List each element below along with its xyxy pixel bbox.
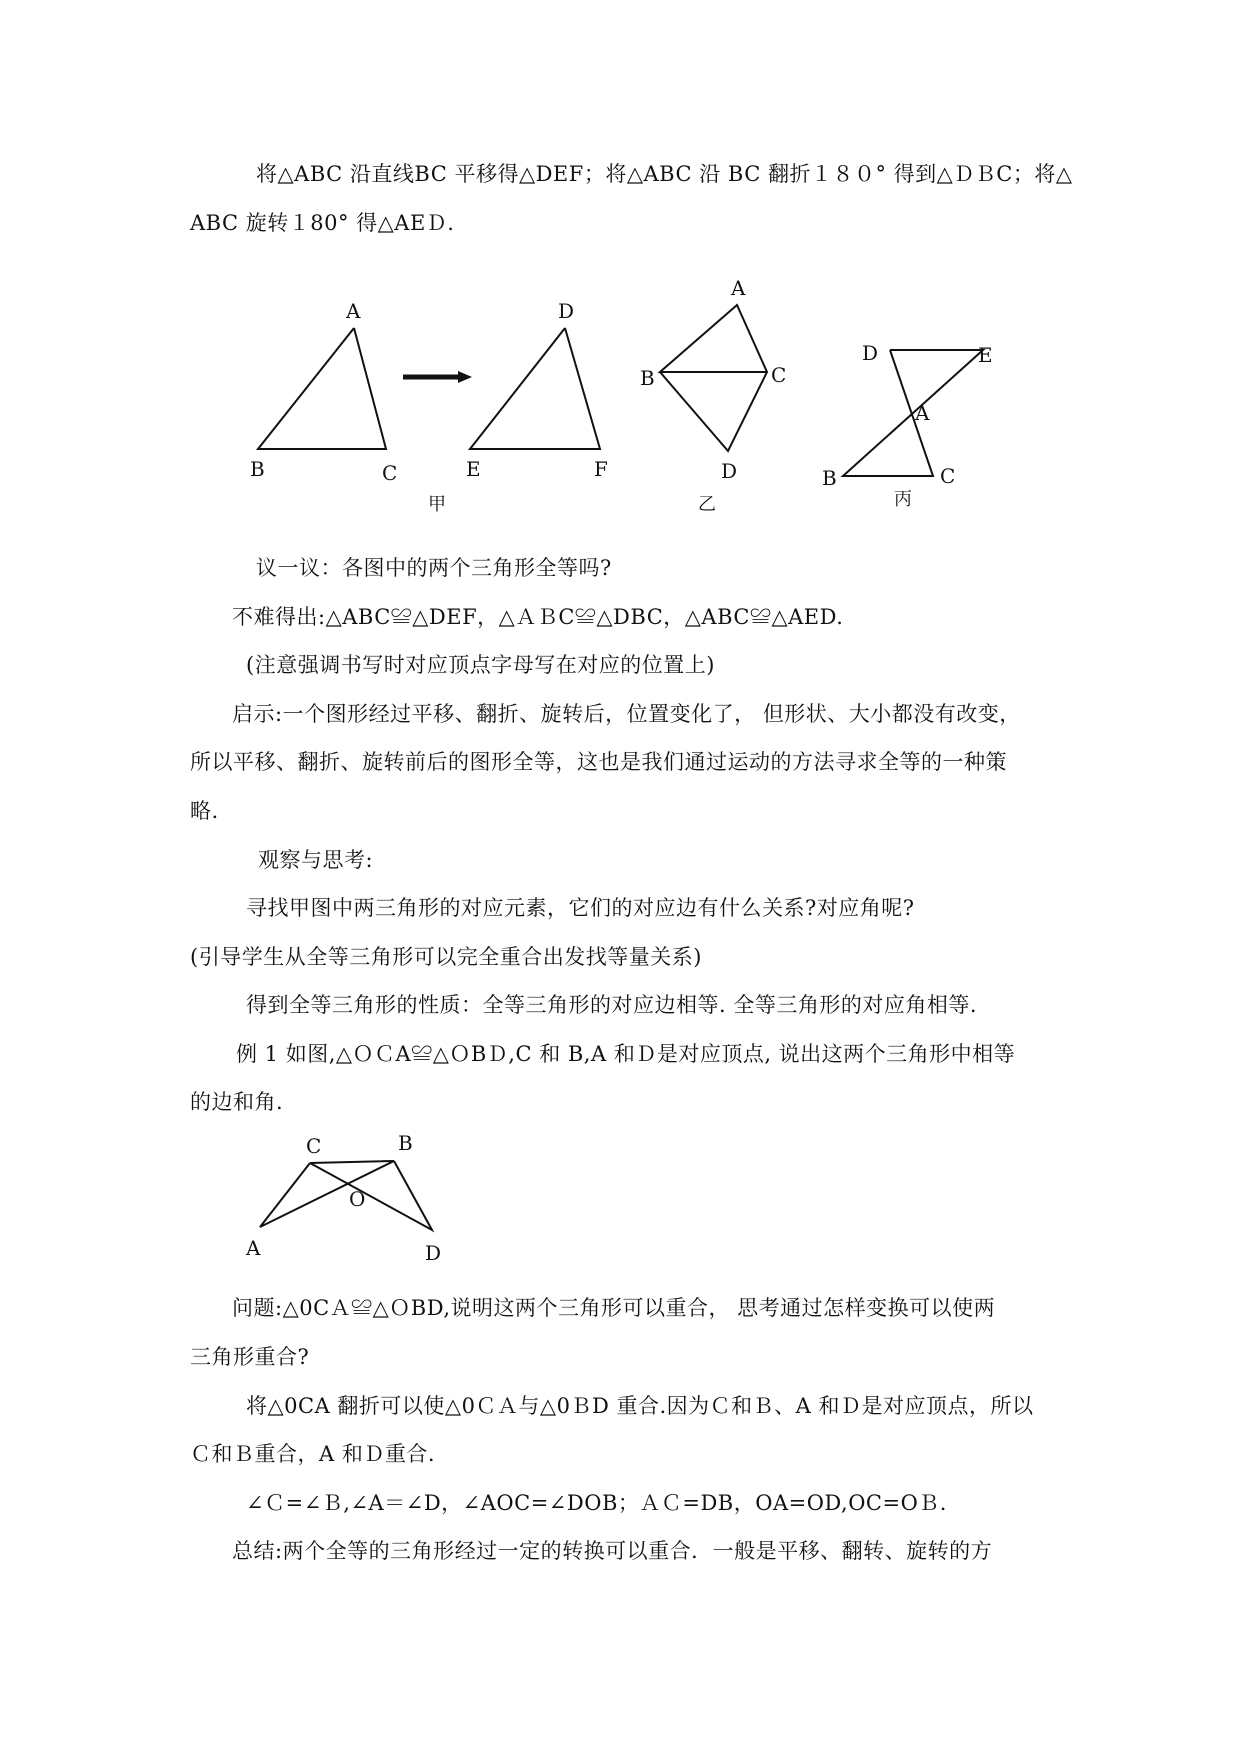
- label-yi-d: D: [721, 459, 738, 483]
- label-jia-b: B: [250, 457, 265, 481]
- paragraph-guide: (引导学生从全等三角形可以完全重合出发找等量关系): [190, 945, 702, 969]
- paragraph-property: 得到全等三角形的性质：全等三角形的对应边相等. 全等三角形的对应角相等.: [246, 993, 978, 1017]
- arrow-head: [458, 371, 472, 383]
- paragraph-question-2: 三角形重合?: [190, 1345, 310, 1369]
- label-fig2-o: O: [349, 1187, 366, 1211]
- paragraph-answer-2: Ｃ和Ｂ重合，A 和Ｄ重合.: [190, 1442, 436, 1466]
- label-yi-b: B: [640, 366, 655, 390]
- paragraph-note: (注意强调书写时对应顶点字母写在对应的位置上): [246, 653, 715, 677]
- paragraph-observe-heading: 观察与思考:: [258, 848, 374, 872]
- caption-jia: 甲: [428, 494, 446, 515]
- paragraph-translation-intro-cont: ABC 旋转１80° 得△AEＤ.: [190, 211, 455, 235]
- paragraph-answer-1: 将△0CA 翻折可以使△0ＣＡ与△0ＢD 重合.因为Ｃ和Ｂ、A 和Ｄ是对应顶点，所以: [246, 1394, 1034, 1418]
- label-jia-a: A: [346, 299, 361, 323]
- triangle-def: [470, 328, 600, 449]
- paragraph-question-1: 问题:△0CＡ≌△ＯBD,说明这两个三角形可以重合， 思考通过怎样变换可以使两: [232, 1296, 996, 1320]
- label-jia-d: D: [558, 299, 575, 323]
- triangle-obd: [310, 1161, 432, 1230]
- label-bing-d: D: [862, 341, 879, 365]
- label-fig2-a: A: [246, 1236, 261, 1260]
- paragraph-summary: 总结:两个全等的三角形经过一定的转换可以重合．一般是平移、翻转、旋转的方: [232, 1539, 993, 1563]
- label-bing-e: E: [978, 343, 993, 367]
- paragraph-example-2: 的边和角.: [190, 1090, 284, 1114]
- paragraph-find-elements: 寻找甲图中两三角形的对应元素，它们的对应边有什么关系?对应角呢?: [246, 896, 915, 920]
- label-fig2-b: B: [398, 1131, 413, 1155]
- label-bing-b: B: [822, 466, 837, 490]
- label-yi-a: A: [731, 276, 746, 300]
- label-jia-c: C: [382, 461, 398, 485]
- label-fig2-d: D: [425, 1241, 442, 1265]
- label-fig2-c: C: [306, 1134, 322, 1158]
- label-bing-c: C: [940, 464, 956, 488]
- triangle-oca: [260, 1161, 394, 1227]
- paragraph-insight-2: 所以平移、翻折、旋转前后的图形全等，这也是我们通过运动的方法寻求全等的一种策: [190, 750, 1007, 774]
- bowtie-dae: [843, 350, 983, 476]
- paragraph-insight-3: 略.: [190, 799, 219, 823]
- kite-abcd: [660, 305, 767, 451]
- caption-yi: 乙: [698, 494, 716, 515]
- paragraph-insight-1: 启示:一个图形经过平移、翻折、旋转后，位置变化了， 但形状、大小都没有改变，: [232, 702, 1021, 726]
- paragraph-translation-intro: 将△ABC 沿直线BC 平移得△DEF；将△ABC 沿 BC 翻折１８０° 得到△ＤＢC；将△: [256, 162, 1073, 186]
- paragraph-equalities: ∠Ｃ=∠Ｂ,∠A＝∠D，∠AOC=∠DOB；ＡＣ=DB，OA=OD,OC=OＢ.: [246, 1491, 947, 1515]
- paragraph-discuss: 议一议：各图中的两个三角形全等吗?: [256, 556, 612, 580]
- label-jia-e: E: [466, 457, 481, 481]
- label-bing-a: A: [915, 401, 930, 425]
- label-yi-c: C: [771, 363, 787, 387]
- paragraph-example-1: 例 1 如图,△ＯＣA≌△ＯBＤ,C 和 B,A 和Ｄ是对应顶点, 说出这两个三角形中相等: [236, 1042, 1016, 1066]
- paragraph-conclusion: 不难得出:△ABC≌△DEF，△ＡＢC≌△DBC，△ABC≌△AED.: [232, 605, 844, 629]
- label-jia-f: F: [594, 457, 608, 481]
- caption-bing: 丙: [894, 489, 912, 510]
- triangle-abc: [258, 328, 386, 449]
